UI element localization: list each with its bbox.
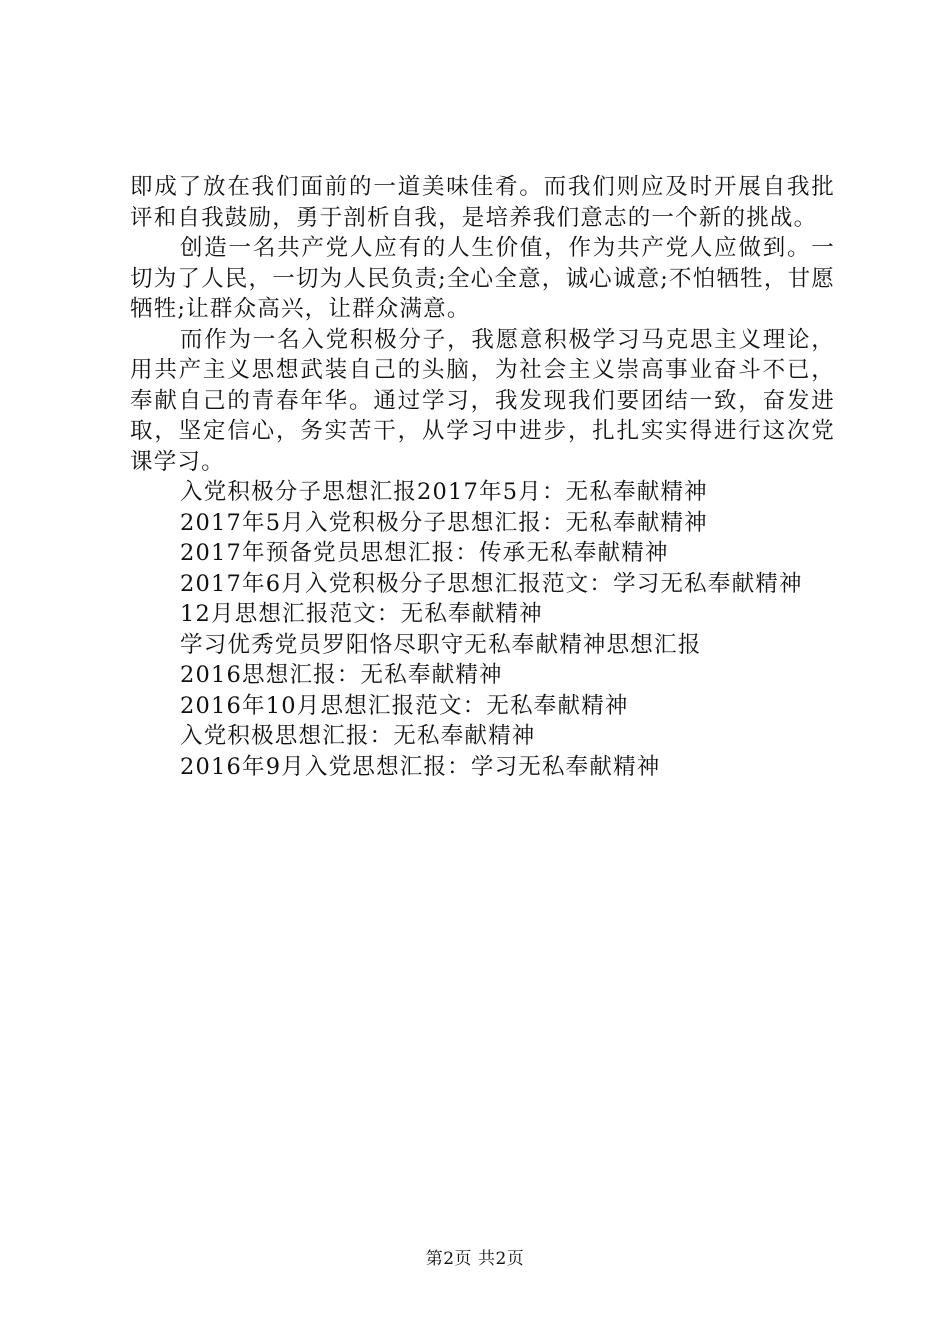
related-title-item: 学习优秀党员罗阳恪尽职守无私奉献精神思想汇报 [180, 631, 702, 658]
related-title-item: 2017年5月入党积极分子思想汇报：无私奉献精神 [180, 509, 708, 536]
related-title-item: 2017年6月入党积极分子思想汇报范文：学习无私奉献精神 [180, 570, 803, 597]
paragraph-continuation: 即成了放在我们面前的一道美味佳肴。而我们则应及时开展自我批评和自我鼓励，勇于剖析自我，是培养我们意志的一个新的挑战。 [130, 174, 835, 231]
page-number-footer: 第2页 共2页 [425, 1249, 525, 1269]
related-title-item: 2016年9月入党思想汇报：学习无私奉献精神 [180, 753, 661, 780]
related-title-item: 入党积极分子思想汇报2017年5月：无私奉献精神 [180, 479, 708, 505]
related-title-item: 2016年10月思想汇报范文：无私奉献精神 [180, 692, 629, 719]
related-title-item: 12月思想汇报范文：无私奉献精神 [180, 601, 543, 627]
paragraph-party-values: 创造一名共产党人应有的人生价值，作为共产党人应做到。一切为了人民，一切为人民负责;全心全意，诚心诚意;不怕牺牲，甘愿牺牲;让群众高兴，让群众满意。 [130, 235, 835, 322]
document-body [130, 172, 835, 782]
related-title-item: 入党积极思想汇报：无私奉献精神 [180, 723, 536, 749]
paragraph-activist-commitment: 而作为一名入党积极分子，我愿意积极学习马克思主义理论，用共产主义思想武装自己的头脑，为社会主义崇高事业奋斗不已，奉献自己的青春年华。通过学习，我发现我们要团结一致，奋发进取，坚定信心，务实苦干，从学习中进步，扎扎实实得进行这次党课学习。 [130, 326, 835, 475]
related-title-item: 2016思想汇报：无私奉献精神 [180, 662, 503, 688]
related-title-item: 2017年预备党员思想汇报：传承无私奉献精神 [180, 540, 669, 566]
related-titles-list [130, 477, 835, 782]
